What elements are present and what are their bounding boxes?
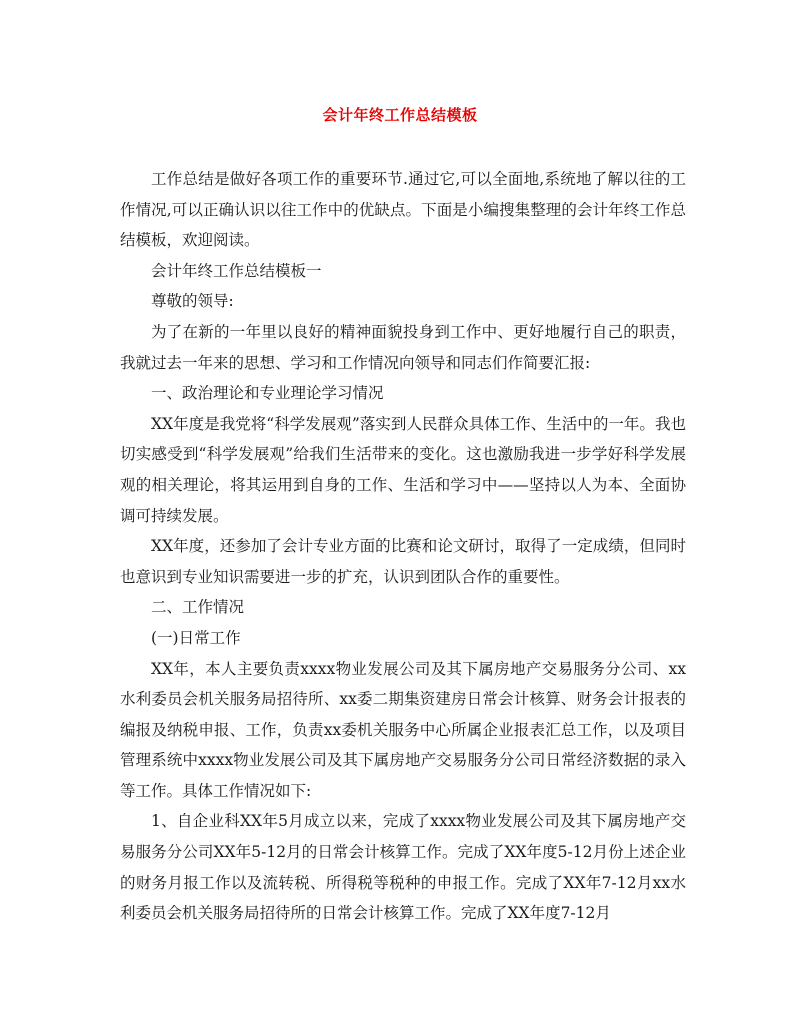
document-body [120, 164, 686, 929]
paragraph-theory: XX年度是我党将“科学发展观”落实到人民群众具体工作、生活中的一年。我也切实感受到“科学发展观”给我们生活带来的变化。这也激励我进一步学好科学发展观的相关理论，将其运用到自身的工作、生活和学习中——坚持以人为本、全面协调可持续发展。 [120, 414, 686, 525]
paragraph-item-1: 1、自企业科XX年5月成立以来，完成了xxxx物业发展公司及其下属房地产交易服务分公司XX年5-12月的日常会计核算工作。完成了XX年度5-12月份上述企业的财务月报工作以及流转税、所得税等税种的申报工作。完成了XX年7-12月xx水利委员会机关服务局招待所的日常会计核算工作。完成了XX年度7-12月 [120, 812, 686, 923]
paragraph-salutation: 尊敬的领导: [151, 292, 234, 311]
paragraph-intro: 工作总结是做好各项工作的重要环节.通过它,可以全面地,系统地了解以往的工作情况,可以正确认识以往工作中的优缺点。下面是小编搜集整理的会计年终工作总结模板，欢迎阅读。 [120, 170, 686, 250]
paragraph-competition: XX年度，还参加了会计专业方面的比赛和论文研讨，取得了一定成绩，但同时也意识到专业知识需要进一步的扩充，认识到团队合作的重要性。 [120, 537, 686, 586]
paragraph-responsibilities: XX年，本人主要负责xxxx物业发展公司及其下属房地产交易服务分公司、xx水利委员会机关服务局招待所、xx委二期集资建房日常会计核算、财务会计报表的编报及纳税申报、工作，负责xx委机关服务中心所属企业报表汇总工作，以及项目管理系统中xxxx物业发展公司及其下属房地产交易服务分公司日常经济数据的录入等工作。具体工作情况如下: [120, 659, 686, 800]
paragraph-opening: 为了在新的一年里以良好的精神面貌投身到工作中、更好地履行自己的职责，我就过去一年来的思想、学习和工作情况向领导和同志们作简要汇报: [120, 322, 686, 372]
section-heading-work: 二、工作情况 [151, 598, 245, 617]
subsection-heading-daily: (一)日常工作 [151, 628, 241, 647]
paragraph-template-heading: 会计年终工作总结模板一 [151, 261, 322, 280]
section-heading-theory: 一、政治理论和专业理论学习情况 [151, 384, 384, 403]
document-title: 会计年终工作总结模板 [322, 106, 478, 124]
